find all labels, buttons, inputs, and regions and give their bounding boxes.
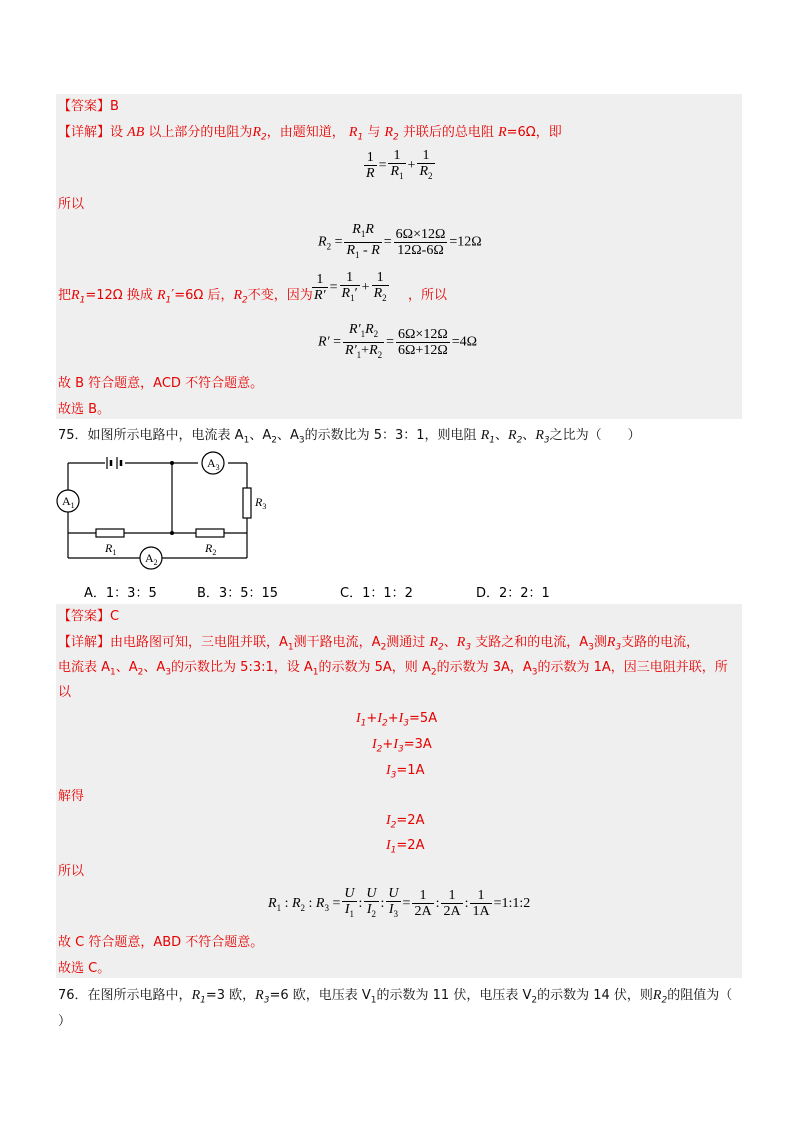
option-d[interactable]: D．2：2：1 [476, 586, 550, 601]
question-76-stem: 76．在图所示电路中，$R_1=3$ 欧，$R_3=6$ 欧，电压表 $V_1$的示数为 11 伏，电压表 $V_2$的示数为 14 伏，则$R_2$的阻值为（ [58, 988, 733, 1006]
so-line-1: 所以 [58, 197, 85, 212]
question-75-stem: 75．如图所示电路中，电流表 $A_1$、$A_2$、$A_3$的示数比为 5：3：1，则电阻 $R_1$、$R_2$、$R_3$之比为（ ） [58, 428, 641, 446]
swap-line-tail: ，所以 [408, 288, 448, 303]
answer-line-74 [58, 99, 119, 115]
current-eq-1: $I_1+I_2+I_3=5A$ [356, 711, 438, 729]
solution-2: $I_1=2A$ [386, 838, 425, 856]
r3-label: $R_3$ [255, 495, 267, 511]
detail-75-line1: 【详解】由电路图可知，三电阻并联，$A_1$测干路电流，$A_2$测通过 $R_2$、$R_3$ 支路之和的电流，$A_3$测$R_3$支路的电流， [58, 635, 700, 653]
ratio-equation: $R_1$ : $R_2$ : $R_3$ = $\frac{U}{I_1}$ : $\frac{U}{I_2}$ : $\frac{U}{I_3}$ = $\frac{1}{2A}$ : $\frac{1}{2A}$ : $\frac{1}{1A}$ =1:1:2 [268, 886, 531, 920]
conclusion-75: 故 C 符合题意，ABD 不符合题意。 [58, 935, 264, 950]
detail-line-74: 【详解】设 AB 以上部分的电阻为$R_2$，由题知道， $R_1$ 与 $R_2$ 并联后的总电阻 R=6Ω，即 [58, 125, 562, 143]
battery-icon [107, 457, 121, 469]
equation-swap-inline: $\frac{1}{R'}$ = $\frac{1}{R_1'}$ + $\frac{1}{R_2}$ [314, 270, 387, 304]
option-b[interactable]: B．3：5：15 [197, 586, 279, 601]
option-a[interactable]: A．1：3：5 [84, 586, 157, 601]
choice-75: 故选 C。 [58, 961, 111, 976]
solution-1: $I_2=2A$ [386, 813, 425, 831]
choice-74: 故选 B。 [58, 402, 111, 417]
so-line-75: 所以 [58, 864, 85, 879]
swap-line: 把$R_1=12\Omega$ 换成 $R_1'=6\Omega$ 后，$R_2$不变，因为 [58, 288, 313, 306]
resistor-r2 [196, 529, 224, 537]
r2-label: $R_2$ [205, 541, 217, 557]
a2-label: $A_2$ [145, 551, 158, 567]
current-eq-2: $I_2+I_3=3A$ [372, 737, 432, 755]
detail-75-line3: 以 [58, 685, 72, 700]
question-76-close: ） [58, 1014, 72, 1029]
detail-75-line2: 电流表 $A_1$、$A_2$、$A_3$的示数比为 5:3:1，设 $A_1$的示数为 5A，则 $A_2$的示数为 3A，$A_3$的示数为 1A，因三电阻并联，所 [58, 660, 728, 678]
a1-label: $A_1$ [62, 494, 75, 510]
circuit-diagram [50, 448, 280, 574]
option-c[interactable]: C．1：1：2 [340, 586, 413, 601]
answer-label: 【答案】 [58, 99, 111, 114]
resistor-r3 [243, 488, 251, 518]
a3-label: $A_3$ [207, 456, 220, 472]
conclusion-74: 故 B 符合题意，ACD 不符合题意。 [58, 376, 264, 391]
r1-label: $R_1$ [105, 541, 117, 557]
answer-value: B [110, 99, 119, 114]
solve-label: 解得 [58, 789, 85, 804]
resistor-r1 [96, 529, 124, 537]
answer-line-75: 【答案】C [58, 609, 120, 624]
equation-parallel: $\frac{1}{R}$ = $\frac{1}{R_1}$ + $\frac{1}{R_2}$ [366, 148, 433, 182]
equation-r-prime: R′ = $\frac{R'_1R_2}{R'_1+R_2}$ = $\frac{6\Omega\times 12\Omega}{6\Omega+12\Omega}$ =4Ω [318, 322, 478, 360]
current-eq-3: $I_3=1A$ [386, 763, 425, 781]
equation-r2: $R_2$ = $\frac{R_1R}{R_1 - R}$ = $\frac{6\Omega\times 12\Omega}{12\Omega-6\Omega}$ =12Ω [318, 222, 482, 260]
